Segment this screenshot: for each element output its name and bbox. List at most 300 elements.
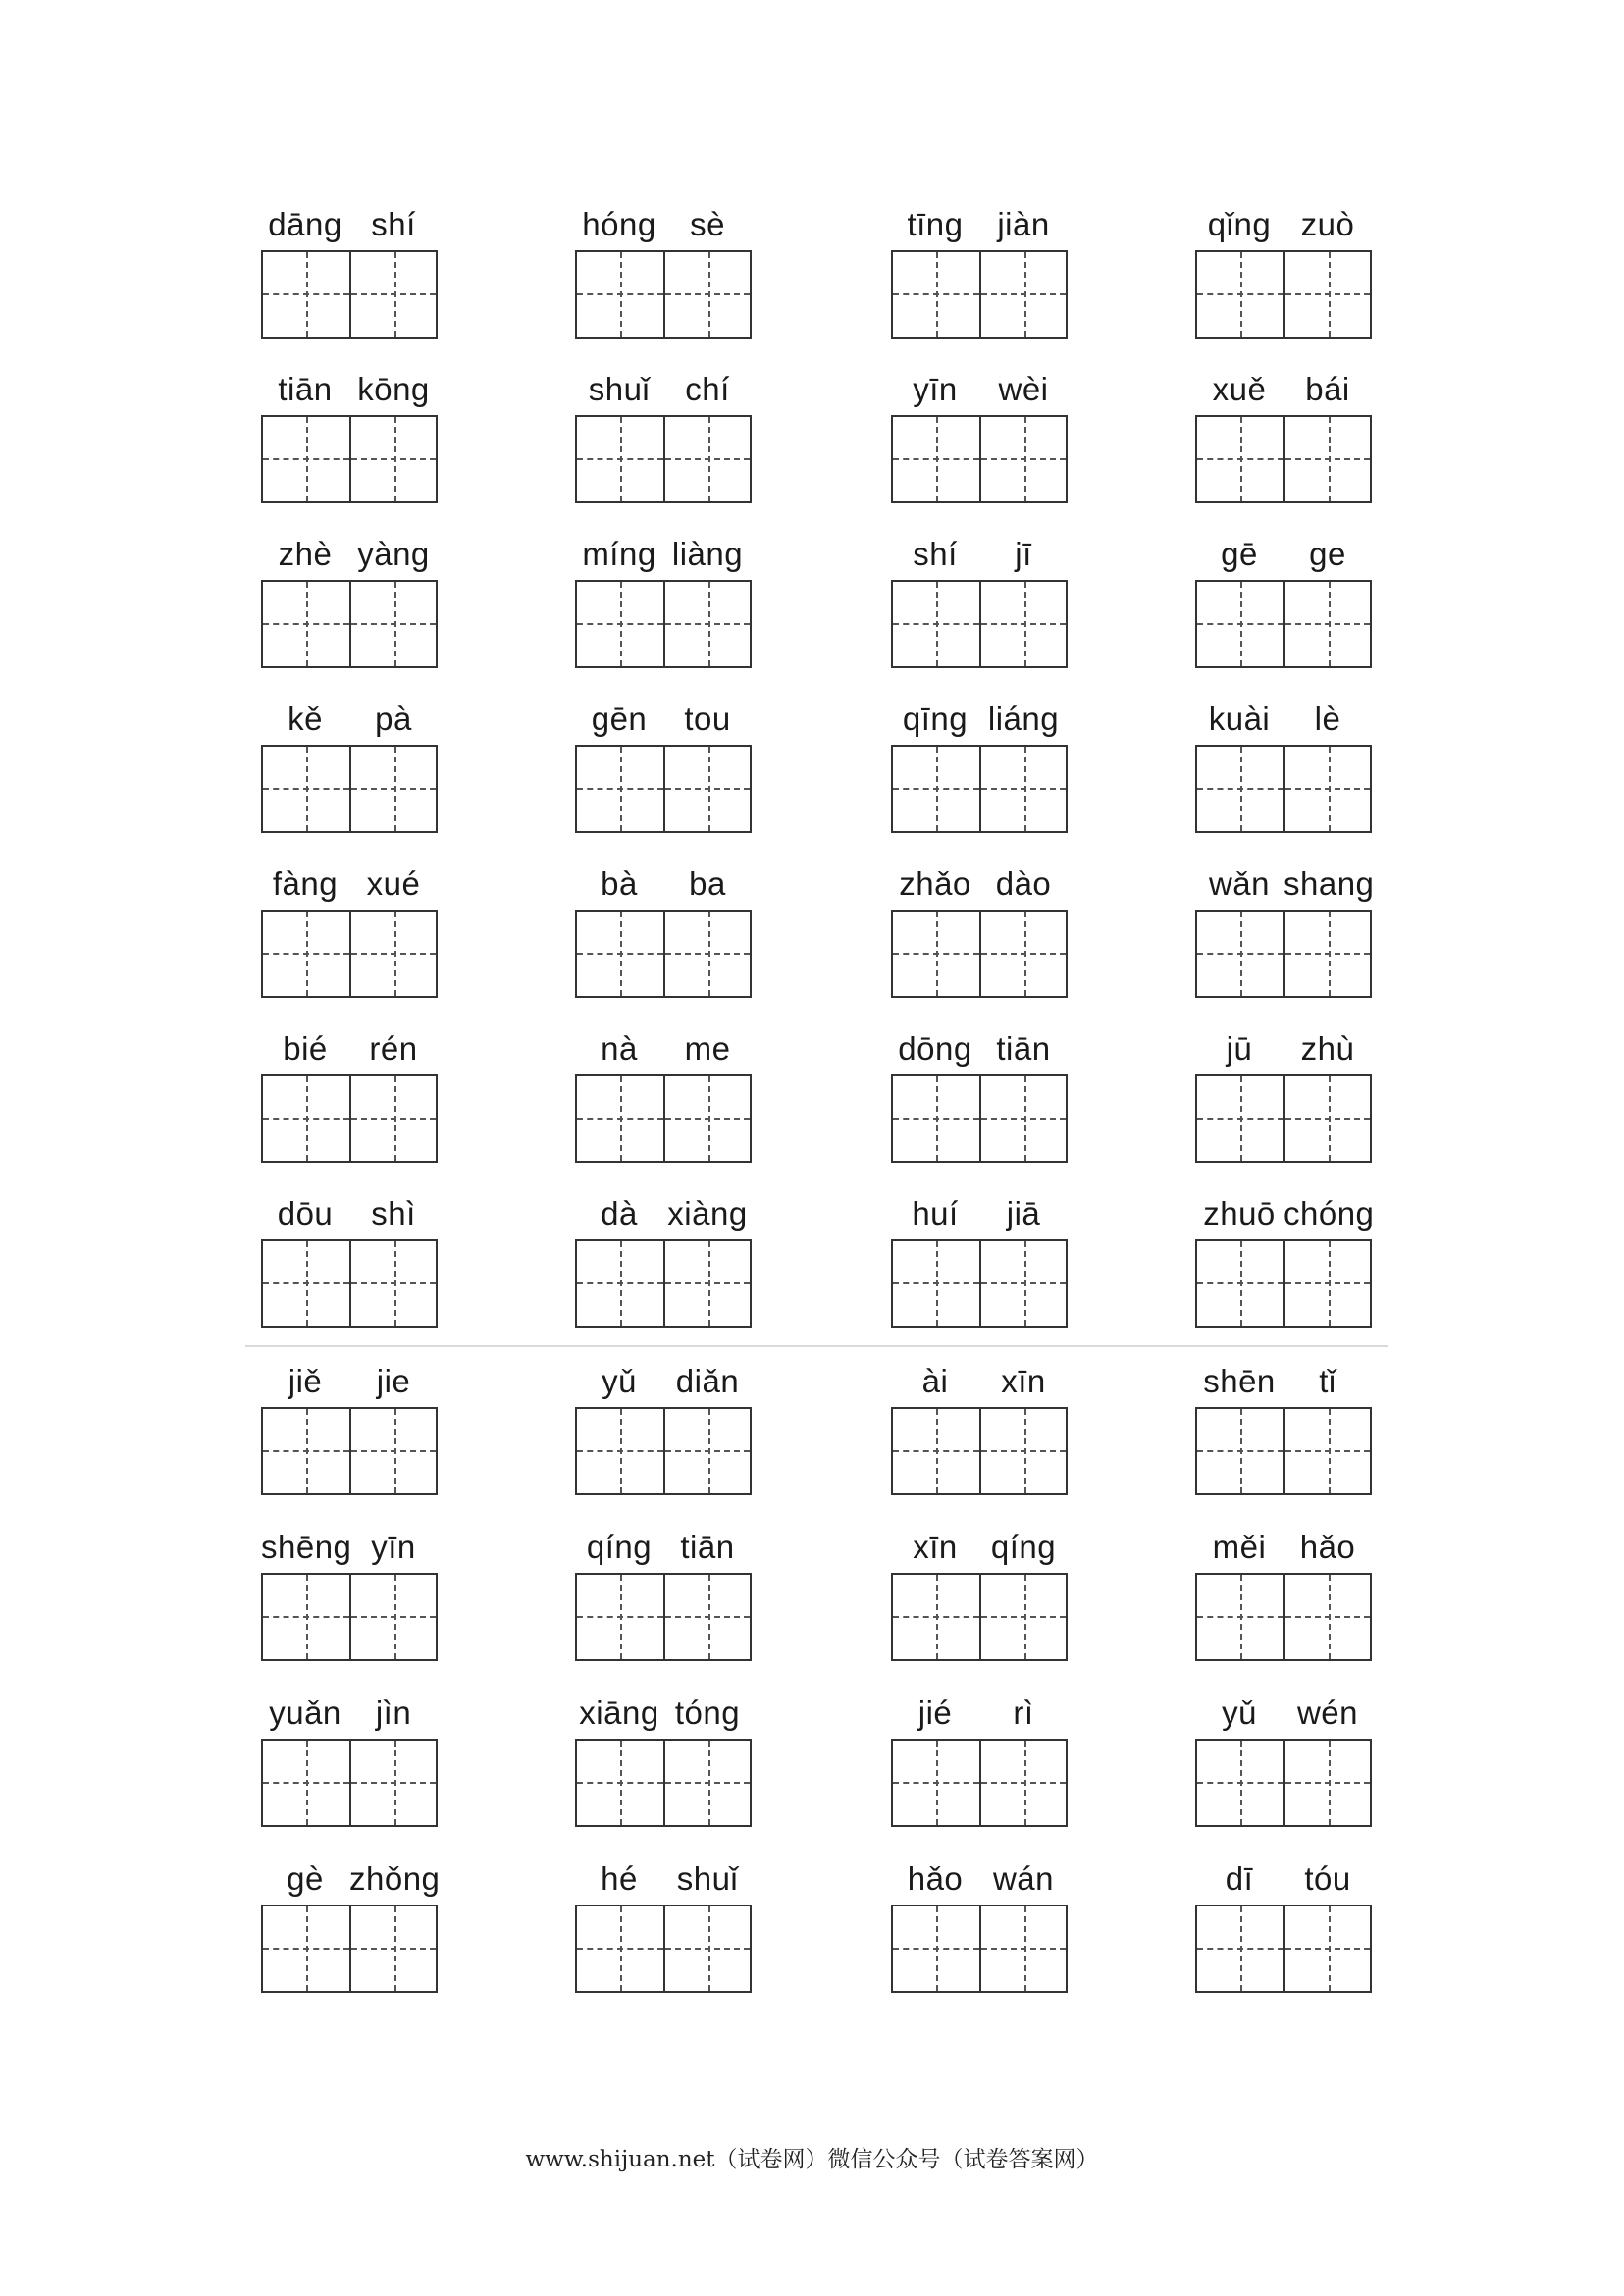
writing-grid: [575, 1739, 752, 1827]
writing-cell[interactable]: [577, 252, 663, 337]
pinyin-syllable: yǔ: [602, 1363, 637, 1399]
writing-cell[interactable]: [577, 1076, 663, 1161]
pinyin-syllable: tóng: [674, 1695, 741, 1731]
pinyin-pair: [1195, 1360, 1372, 1405]
word-item: [261, 1857, 441, 1995]
writing-cell[interactable]: [979, 582, 1066, 666]
pinyin-syllable: tou: [684, 701, 731, 737]
writing-cell[interactable]: [263, 1241, 349, 1326]
writing-cell[interactable]: [1283, 252, 1370, 337]
writing-cell[interactable]: [1283, 1241, 1370, 1326]
word-item: [575, 862, 752, 1000]
writing-cell[interactable]: [663, 1906, 750, 1991]
writing-cell[interactable]: [263, 1409, 349, 1493]
pinyin-pair: [891, 1360, 1068, 1405]
pinyin-pair: [891, 533, 1068, 578]
writing-cell[interactable]: [663, 1076, 750, 1161]
pinyin-syllable: liáng: [987, 701, 1060, 737]
pinyin-syllable: dāng: [268, 206, 342, 242]
writing-grid: [1195, 250, 1372, 339]
pinyin-syllable: yǔ: [1222, 1695, 1257, 1731]
word-item: [261, 368, 438, 505]
word-item: [575, 1692, 752, 1829]
pinyin-syllable: shí: [913, 536, 958, 572]
word-item: [891, 368, 1068, 505]
writing-cell[interactable]: [349, 1741, 436, 1825]
writing-grid: [261, 745, 438, 833]
writing-cell[interactable]: [349, 1906, 436, 1991]
writing-grid: [891, 250, 1068, 339]
pinyin-syllable: chí: [685, 371, 730, 407]
writing-grid: [891, 910, 1068, 998]
writing-cell[interactable]: [1197, 582, 1283, 666]
pinyin-pair: [575, 1027, 752, 1072]
pinyin-pair: [891, 1692, 1068, 1737]
pinyin-syllable: dī: [1225, 1860, 1254, 1897]
writing-grid: [891, 580, 1068, 668]
word-item: [1195, 1692, 1372, 1829]
writing-grid: [891, 1739, 1068, 1827]
writing-cell[interactable]: [577, 1906, 663, 1991]
word-item: [261, 203, 438, 340]
writing-grid: [261, 1239, 438, 1328]
writing-cell[interactable]: [663, 1241, 750, 1326]
writing-cell[interactable]: [263, 1076, 349, 1161]
word-item: [891, 1526, 1068, 1663]
writing-cell[interactable]: [893, 1741, 979, 1825]
pinyin-pair: [261, 1192, 438, 1237]
pinyin-pair: [1195, 1192, 1375, 1237]
pinyin-syllable: fàng: [272, 865, 339, 902]
word-item: [891, 203, 1068, 340]
word-item: [1195, 203, 1372, 340]
pinyin-pair: [575, 1192, 752, 1237]
writing-grid: [261, 580, 438, 668]
pinyin-syllable: huí: [912, 1195, 959, 1231]
pinyin-syllable: rì: [1013, 1695, 1034, 1731]
writing-cell[interactable]: [979, 747, 1066, 831]
writing-cell[interactable]: [663, 1741, 750, 1825]
writing-cell[interactable]: [1197, 1076, 1283, 1161]
pinyin-syllable: měi: [1212, 1529, 1267, 1565]
word-item: [261, 1692, 438, 1829]
pinyin-syllable: zhù: [1300, 1030, 1355, 1067]
pinyin-pair: [891, 203, 1068, 248]
writing-grid: [575, 1573, 752, 1661]
writing-cell[interactable]: [577, 1241, 663, 1326]
pinyin-syllable: yuǎn: [269, 1695, 341, 1731]
pinyin-syllable: tīng: [907, 206, 964, 242]
pinyin-syllable: liàng: [671, 536, 744, 572]
word-item: [1195, 1526, 1372, 1663]
pinyin-syllable: hǎo: [1299, 1529, 1356, 1565]
word-item: [261, 533, 438, 670]
pinyin-pair: [575, 862, 752, 908]
pinyin-syllable: chóng: [1283, 1195, 1375, 1231]
pinyin-syllable: kě: [288, 701, 323, 737]
pinyin-syllable: xīn: [913, 1529, 958, 1565]
pinyin-pair: [575, 533, 752, 578]
word-item: [891, 1360, 1068, 1497]
writing-cell[interactable]: [1283, 912, 1370, 996]
word-item: [575, 203, 752, 340]
word-item: [1195, 1027, 1372, 1165]
writing-grid: [575, 1407, 752, 1495]
word-item: [575, 1360, 752, 1497]
writing-cell[interactable]: [263, 1741, 349, 1825]
writing-grid: [261, 1739, 438, 1827]
writing-cell[interactable]: [349, 1076, 436, 1161]
writing-grid: [261, 1074, 438, 1163]
pinyin-syllable: pà: [375, 701, 412, 737]
pinyin-syllable: jié: [917, 1695, 953, 1731]
writing-cell[interactable]: [893, 417, 979, 501]
writing-grid: [891, 1573, 1068, 1661]
writing-grid: [1195, 1239, 1372, 1328]
pinyin-syllable: gēn: [591, 701, 648, 737]
pinyin-syllable: me: [684, 1030, 731, 1067]
word-item: [1195, 862, 1375, 1000]
pinyin-syllable: tóu: [1304, 1860, 1351, 1897]
writing-grid: [261, 910, 438, 998]
word-item: [261, 1526, 438, 1663]
pinyin-syllable: hé: [601, 1860, 638, 1897]
pinyin-syllable: shēn: [1203, 1363, 1276, 1399]
writing-cell[interactable]: [1197, 1575, 1283, 1659]
pinyin-syllable: yàng: [357, 536, 430, 572]
writing-cell[interactable]: [349, 1575, 436, 1659]
writing-cell[interactable]: [893, 1241, 979, 1326]
writing-grid: [261, 1905, 438, 1993]
pinyin-syllable: xuě: [1212, 371, 1267, 407]
pinyin-syllable: jiàn: [997, 206, 1050, 242]
writing-cell[interactable]: [1283, 1076, 1370, 1161]
pinyin-syllable: gē: [1221, 536, 1258, 572]
writing-grid: [891, 415, 1068, 503]
pinyin-pair: [261, 1027, 438, 1072]
writing-grid: [1195, 1407, 1372, 1495]
writing-grid: [575, 745, 752, 833]
pinyin-syllable: qǐng: [1207, 206, 1272, 242]
writing-cell[interactable]: [1283, 1741, 1370, 1825]
writing-cell[interactable]: [577, 912, 663, 996]
writing-cell[interactable]: [349, 582, 436, 666]
pinyin-syllable: zhǎo: [899, 865, 971, 902]
writing-cell[interactable]: [979, 1575, 1066, 1659]
pinyin-syllable: zhǒng: [349, 1860, 441, 1897]
pinyin-syllable: wén: [1296, 1695, 1359, 1731]
writing-cell[interactable]: [1283, 1906, 1370, 1991]
pinyin-syllable: bié: [283, 1030, 328, 1067]
writing-grid: [891, 1905, 1068, 1993]
writing-cell[interactable]: [979, 1409, 1066, 1493]
pinyin-syllable: ge: [1309, 536, 1346, 572]
pinyin-syllable: shuǐ: [676, 1860, 739, 1897]
section-divider: [245, 1345, 1388, 1347]
writing-cell[interactable]: [1283, 582, 1370, 666]
pinyin-syllable: jiě: [288, 1363, 323, 1399]
writing-cell[interactable]: [979, 1076, 1066, 1161]
pinyin-pair: [575, 1692, 752, 1737]
writing-cell[interactable]: [577, 1575, 663, 1659]
pinyin-pair: [575, 368, 752, 413]
pinyin-syllable: shí: [371, 206, 416, 242]
writing-cell[interactable]: [663, 582, 750, 666]
writing-cell[interactable]: [663, 252, 750, 337]
writing-cell[interactable]: [349, 912, 436, 996]
word-item: [575, 1857, 752, 1995]
pinyin-pair: [1195, 533, 1372, 578]
pinyin-syllable: dōng: [898, 1030, 972, 1067]
pinyin-pair: [261, 698, 438, 743]
writing-grid: [891, 1074, 1068, 1163]
writing-cell[interactable]: [893, 1906, 979, 1991]
word-item: [1195, 1192, 1375, 1330]
word-item: [575, 1526, 752, 1663]
word-item: [575, 533, 752, 670]
word-item: [891, 698, 1068, 835]
pinyin-pair: [575, 203, 752, 248]
pinyin-syllable: zhè: [278, 536, 333, 572]
writing-cell[interactable]: [263, 582, 349, 666]
writing-cell[interactable]: [979, 912, 1066, 996]
pinyin-pair: [261, 1857, 441, 1903]
pinyin-pair: [891, 862, 1068, 908]
pinyin-syllable: xiàng: [667, 1195, 748, 1231]
pinyin-syllable: sè: [690, 206, 725, 242]
pinyin-syllable: bà: [601, 865, 638, 902]
writing-cell[interactable]: [263, 1575, 349, 1659]
writing-cell[interactable]: [577, 417, 663, 501]
word-item: [891, 533, 1068, 670]
writing-cell[interactable]: [263, 417, 349, 501]
writing-cell[interactable]: [1283, 1575, 1370, 1659]
pinyin-syllable: shēng: [261, 1529, 352, 1565]
pinyin-syllable: jū: [1226, 1030, 1253, 1067]
pinyin-pair: [261, 203, 438, 248]
writing-grid: [891, 1239, 1068, 1328]
writing-cell[interactable]: [893, 582, 979, 666]
word-item: [261, 1192, 438, 1330]
word-item: [891, 1692, 1068, 1829]
footer-text: www.shijuan.net（试卷网）微信公众号（试卷答案网）: [525, 2147, 1099, 2172]
pinyin-pair: [891, 1192, 1068, 1237]
writing-grid: [1195, 1573, 1372, 1661]
pinyin-pair: [575, 1360, 752, 1405]
pinyin-pair: [1195, 862, 1375, 908]
pinyin-syllable: jī: [1015, 536, 1032, 572]
writing-cell[interactable]: [1197, 747, 1283, 831]
pinyin-syllable: rén: [369, 1030, 418, 1067]
writing-cell[interactable]: [663, 1575, 750, 1659]
writing-cell[interactable]: [1197, 417, 1283, 501]
writing-cell[interactable]: [577, 1741, 663, 1825]
writing-grid: [261, 1407, 438, 1495]
writing-cell[interactable]: [1197, 1409, 1283, 1493]
pinyin-syllable: wán: [992, 1860, 1055, 1897]
writing-cell[interactable]: [663, 747, 750, 831]
pinyin-syllable: tǐ: [1319, 1363, 1336, 1399]
word-item: [891, 1192, 1068, 1330]
writing-cell[interactable]: [1283, 747, 1370, 831]
writing-cell[interactable]: [577, 1409, 663, 1493]
writing-cell[interactable]: [1283, 1409, 1370, 1493]
pinyin-syllable: ba: [689, 865, 726, 902]
writing-cell[interactable]: [979, 417, 1066, 501]
pinyin-syllable: xīn: [1001, 1363, 1046, 1399]
pinyin-syllable: hóng: [582, 206, 656, 242]
writing-grid: [575, 1905, 752, 1993]
writing-cell[interactable]: [893, 252, 979, 337]
pinyin-pair: [1195, 1857, 1372, 1903]
pinyin-syllable: shuǐ: [588, 371, 651, 407]
writing-cell[interactable]: [349, 747, 436, 831]
word-item: [1195, 533, 1372, 670]
pinyin-pair: [891, 1526, 1068, 1571]
word-item: [575, 1027, 752, 1165]
pinyin-syllable: kōng: [357, 371, 430, 407]
pinyin-syllable: zhuō: [1203, 1195, 1276, 1231]
pinyin-pair: [891, 1857, 1068, 1903]
writing-grid: [1195, 1905, 1372, 1993]
word-item: [891, 1027, 1068, 1165]
pinyin-syllable: tiān: [996, 1030, 1051, 1067]
writing-cell[interactable]: [263, 912, 349, 996]
pinyin-syllable: tiān: [278, 371, 333, 407]
pinyin-syllable: shì: [371, 1195, 416, 1231]
pinyin-syllable: gè: [287, 1860, 324, 1897]
writing-cell[interactable]: [893, 1076, 979, 1161]
writing-grid: [575, 1239, 752, 1328]
pinyin-syllable: qīng: [902, 701, 969, 737]
pinyin-pair: [1195, 203, 1372, 248]
pinyin-pair: [261, 1692, 438, 1737]
writing-cell[interactable]: [979, 252, 1066, 337]
word-item: [1195, 1360, 1372, 1497]
writing-grid: [575, 580, 752, 668]
word-item: [575, 698, 752, 835]
writing-cell[interactable]: [1197, 1906, 1283, 1991]
writing-cell[interactable]: [979, 1906, 1066, 1991]
word-item: [891, 1857, 1068, 1995]
pinyin-syllable: yīn: [371, 1529, 416, 1565]
pinyin-syllable: dōu: [277, 1195, 334, 1231]
pinyin-syllable: lè: [1314, 701, 1341, 737]
writing-grid: [891, 745, 1068, 833]
pinyin-syllable: tiān: [680, 1529, 735, 1565]
writing-grid: [575, 250, 752, 339]
writing-grid: [1195, 580, 1372, 668]
pinyin-syllable: yīn: [913, 371, 958, 407]
pinyin-pair: [575, 1857, 752, 1903]
pinyin-pair: [1195, 1526, 1372, 1571]
pinyin-pair: [1195, 368, 1372, 413]
writing-cell[interactable]: [663, 1409, 750, 1493]
writing-grid: [1195, 1074, 1372, 1163]
writing-grid: [891, 1407, 1068, 1495]
pinyin-pair: [261, 1526, 438, 1571]
pinyin-syllable: jiā: [1006, 1195, 1041, 1231]
writing-cell[interactable]: [349, 1241, 436, 1326]
writing-cell[interactable]: [1283, 417, 1370, 501]
pinyin-syllable: zuò: [1300, 206, 1355, 242]
writing-cell[interactable]: [349, 1409, 436, 1493]
pinyin-syllable: qíng: [586, 1529, 653, 1565]
pinyin-syllable: ài: [921, 1363, 949, 1399]
pinyin-syllable: wǎn: [1208, 865, 1271, 902]
pinyin-pair: [891, 1027, 1068, 1072]
writing-cell[interactable]: [1197, 1741, 1283, 1825]
word-item: [575, 1192, 752, 1330]
word-item: [1195, 698, 1372, 835]
pinyin-syllable: bái: [1305, 371, 1350, 407]
writing-grid: [575, 1074, 752, 1163]
writing-cell[interactable]: [1197, 912, 1283, 996]
writing-cell[interactable]: [349, 417, 436, 501]
word-item: [261, 862, 438, 1000]
writing-cell[interactable]: [663, 912, 750, 996]
writing-grid: [1195, 415, 1372, 503]
pinyin-pair: [891, 368, 1068, 413]
pinyin-syllable: jìn: [375, 1695, 412, 1731]
writing-grid: [575, 910, 752, 998]
writing-cell[interactable]: [893, 747, 979, 831]
pinyin-syllable: kuài: [1208, 701, 1271, 737]
pinyin-pair: [1195, 1692, 1372, 1737]
pinyin-syllable: diǎn: [675, 1363, 740, 1399]
pinyin-syllable: dà: [601, 1195, 638, 1231]
writing-cell[interactable]: [1197, 1241, 1283, 1326]
writing-cell[interactable]: [979, 1741, 1066, 1825]
writing-cell[interactable]: [577, 747, 663, 831]
pinyin-pair: [575, 1526, 752, 1571]
pinyin-syllable: hǎo: [907, 1860, 964, 1897]
pinyin-pair: [261, 368, 438, 413]
writing-cell[interactable]: [349, 252, 436, 337]
pinyin-pair: [1195, 698, 1372, 743]
pinyin-pair: [261, 533, 438, 578]
pinyin-syllable: shang: [1283, 865, 1375, 902]
writing-cell[interactable]: [263, 747, 349, 831]
writing-cell[interactable]: [663, 417, 750, 501]
pinyin-pair: [261, 1360, 438, 1405]
pinyin-syllable: qíng: [990, 1529, 1057, 1565]
writing-cell[interactable]: [979, 1241, 1066, 1326]
word-item: [261, 698, 438, 835]
writing-grid: [575, 415, 752, 503]
writing-cell[interactable]: [1197, 252, 1283, 337]
pinyin-syllable: xiāng: [579, 1695, 659, 1731]
writing-cell[interactable]: [577, 582, 663, 666]
writing-cell[interactable]: [893, 1409, 979, 1493]
word-item: [891, 862, 1068, 1000]
writing-grid: [1195, 1739, 1372, 1827]
writing-grid: [1195, 910, 1372, 998]
writing-cell[interactable]: [893, 1575, 979, 1659]
writing-cell[interactable]: [263, 1906, 349, 1991]
word-item: [1195, 1857, 1372, 1995]
writing-grid: [261, 415, 438, 503]
word-item: [1195, 368, 1372, 505]
pinyin-pair: [891, 698, 1068, 743]
writing-cell[interactable]: [893, 912, 979, 996]
writing-grid: [1195, 745, 1372, 833]
pinyin-syllable: jie: [376, 1363, 411, 1399]
pinyin-syllable: nà: [601, 1030, 638, 1067]
writing-cell[interactable]: [263, 252, 349, 337]
word-item: [575, 368, 752, 505]
word-item: [261, 1360, 438, 1497]
